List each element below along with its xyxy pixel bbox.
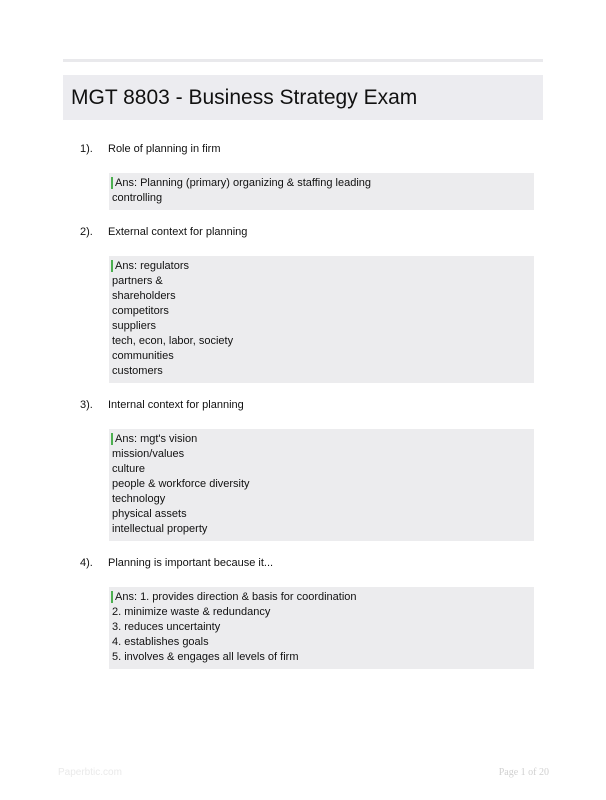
answer-line: culture — [112, 463, 146, 475]
question-text: External context for planning — [108, 226, 248, 238]
answer-line: technology — [112, 493, 166, 505]
answer-line: tech, econ, labor, society — [112, 335, 234, 347]
page-title: MGT 8803 - Business Strategy Exam — [71, 85, 418, 109]
question-item-4 — [80, 557, 540, 669]
answer-line: 2. minimize waste & redundancy — [112, 606, 271, 618]
answer-line: 5. involves & engages all levels of firm — [112, 651, 299, 663]
question-number: 1). — [80, 143, 93, 155]
top-divider — [63, 59, 543, 62]
question-number: 4). — [80, 557, 93, 569]
answer-box — [109, 429, 534, 541]
answer-line: communities — [112, 350, 174, 362]
answer-line: Ans: regulators — [115, 260, 189, 272]
answer-line: suppliers — [112, 320, 157, 332]
answer-line: people & workforce diversity — [112, 478, 250, 490]
answer-line: shareholders — [112, 290, 176, 302]
answer-line: physical assets — [112, 508, 187, 520]
question-item-1 — [80, 143, 540, 210]
answer-line: Ans: 1. provides direction & basis for coordination — [115, 591, 357, 603]
answer-box — [109, 587, 534, 669]
question-number: 3). — [80, 399, 93, 411]
watermark-text: Paperbtic.com — [58, 767, 122, 778]
answer-line: 3. reduces uncertainty — [112, 621, 221, 633]
answer-line: Ans: Planning (primary) organizing & staffing leading — [115, 177, 371, 189]
answer-box — [109, 256, 534, 383]
question-text: Internal context for planning — [108, 399, 244, 411]
answer-line: 4. establishes goals — [112, 636, 209, 648]
answer-line: Ans: mgt's vision — [115, 433, 198, 445]
answer-line: competitors — [112, 305, 169, 317]
question-text: Planning is important because it... — [108, 557, 274, 569]
answer-marker — [111, 260, 113, 272]
answer-line: intellectual property — [112, 523, 208, 535]
question-item-2 — [80, 226, 540, 383]
answer-line: mission/values — [112, 448, 185, 460]
answer-marker — [111, 177, 113, 189]
answer-line: partners & — [112, 275, 163, 287]
question-text: Role of planning in firm — [108, 143, 221, 155]
question-item-3 — [80, 399, 540, 541]
answer-marker — [111, 433, 113, 445]
page-number: Page 1 of 20 — [498, 767, 549, 778]
title-bar — [63, 75, 543, 120]
answer-line: customers — [112, 365, 163, 377]
question-number: 2). — [80, 226, 93, 238]
answer-line: controlling — [112, 192, 163, 204]
answer-marker — [111, 591, 113, 603]
answer-box — [109, 173, 534, 210]
